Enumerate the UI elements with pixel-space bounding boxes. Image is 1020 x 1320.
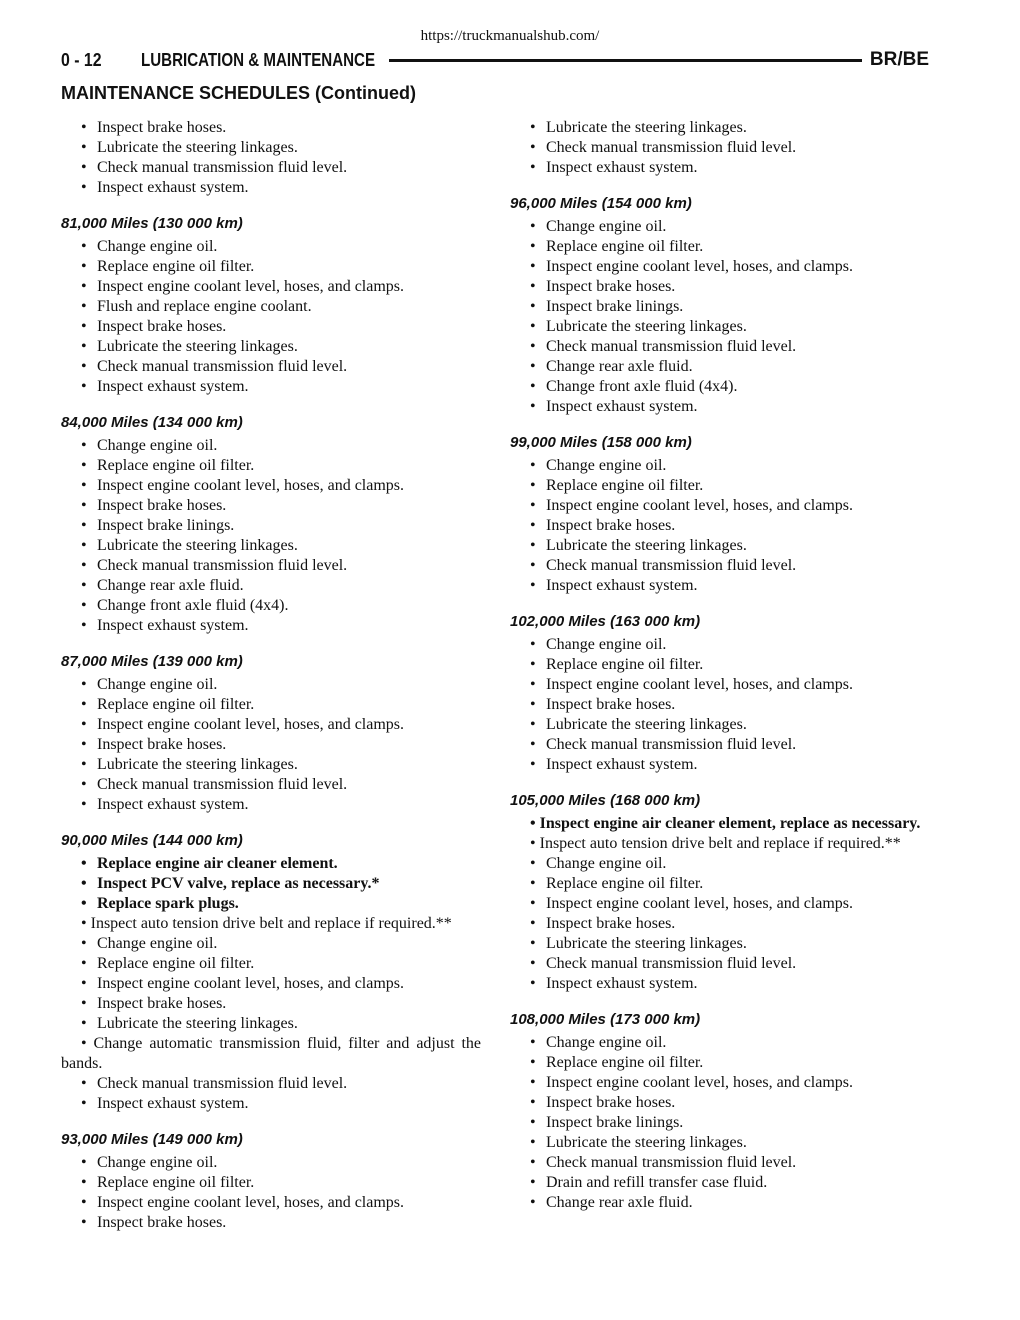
item-list (61, 675, 481, 815)
list-item: • Inspect engine coolant level, hoses, and clamps. (510, 257, 930, 277)
list-item: • Inspect exhaust system. (510, 755, 930, 775)
list-item: • Check manual transmission fluid level. (510, 735, 930, 755)
list-item: • Inspect brake hoses. (510, 516, 930, 536)
list-item: • Inspect exhaust system. (510, 576, 930, 596)
list-item: • Change engine oil. (510, 456, 930, 476)
list-item: • Replace engine oil filter. (510, 237, 930, 257)
list-item: • Inspect brake hoses. (510, 1093, 930, 1113)
list-item: • Lubricate the steering linkages. (61, 337, 481, 357)
list-item: • Inspect exhaust system. (61, 1094, 481, 1114)
list-item: • Inspect engine coolant level, hoses, and clamps. (61, 715, 481, 735)
list-item: • Lubricate the steering linkages. (510, 317, 930, 337)
list-item: • Check manual transmission fluid level. (510, 954, 930, 974)
item-list (510, 635, 930, 775)
list-item: • Inspect brake linings. (61, 516, 481, 536)
list-item: • Replace engine air cleaner element. (61, 854, 481, 874)
list-item: • Change rear axle fluid. (510, 1193, 930, 1213)
list-item: • Inspect brake hoses. (61, 1213, 481, 1233)
group-title: 90,000 Miles (144 000 km) (61, 832, 243, 849)
section-title: LUBRICATION & MAINTENANCE (141, 49, 376, 70)
list-item: • Inspect brake hoses. (510, 914, 930, 934)
list-item: • Lubricate the steering linkages. (510, 934, 930, 954)
list-item: • Replace engine oil filter. (510, 874, 930, 894)
item-list (61, 934, 481, 1034)
list-item: • Lubricate the steering linkages. (61, 138, 481, 158)
list-item: • Inspect engine coolant level, hoses, and clamps. (61, 476, 481, 496)
list-item: • Inspect exhaust system. (61, 178, 481, 198)
list-item: • Inspect exhaust system. (61, 377, 481, 397)
schedule-group-81k (61, 214, 481, 397)
list-item: • Replace engine oil filter. (61, 954, 481, 974)
group-title: 87,000 Miles (139 000 km) (61, 653, 243, 670)
list-item: • Check manual transmission fluid level. (61, 158, 481, 178)
list-item: • Inspect exhaust system. (510, 158, 930, 178)
group-title: 105,000 Miles (168 000 km) (510, 792, 701, 809)
list-item: • Check manual transmission fluid level. (61, 1074, 481, 1094)
list-item: • Inspect engine coolant level, hoses, and clamps. (510, 496, 930, 516)
schedule-group-87k (61, 652, 481, 815)
list-item: • Check manual transmission fluid level. (61, 357, 481, 377)
list-item: • Check manual transmission fluid level. (510, 556, 930, 576)
list-item: • Inspect brake linings. (510, 297, 930, 317)
model-code: BR/BE (869, 49, 929, 70)
list-item: • Change engine oil. (61, 675, 481, 695)
header-rule (389, 59, 862, 62)
list-item: • Inspect exhaust system. (61, 795, 481, 815)
list-item: • Inspect brake hoses. (61, 118, 481, 138)
item-list (510, 854, 930, 994)
list-item: • Inspect brake hoses. (510, 277, 930, 297)
group-title: 99,000 Miles (158 000 km) (510, 434, 692, 451)
list-item: • Flush and replace engine coolant. (61, 297, 481, 317)
list-item: • Change engine oil. (61, 934, 481, 954)
item-list (510, 217, 930, 417)
continued-list (61, 118, 481, 198)
list-item: • Check manual transmission fluid level. (61, 775, 481, 795)
list-item: • Change engine oil. (510, 1033, 930, 1053)
list-item: • Inspect brake hoses. (61, 735, 481, 755)
list-item: • Inspect brake hoses. (61, 496, 481, 516)
list-item: • Inspect exhaust system. (510, 397, 930, 417)
list-item: • Replace engine oil filter. (510, 655, 930, 675)
schedule-group-99k (510, 433, 930, 596)
list-item: • Drain and refill transfer case fluid. (510, 1173, 930, 1193)
group-title: 102,000 Miles (163 000 km) (510, 613, 701, 630)
page-number: 0 - 12 (61, 49, 102, 70)
list-item: • Lubricate the steering linkages. (61, 755, 481, 775)
list-item: • Lubricate the steering linkages. (510, 1133, 930, 1153)
list-item: • Change engine oil. (61, 1153, 481, 1173)
item-list (61, 436, 481, 636)
list-item: • Change engine oil. (61, 436, 481, 456)
schedule-group-90k (61, 831, 481, 1114)
list-item: • Inspect brake hoses. (61, 317, 481, 337)
drive-belt-note: • Inspect auto tension drive belt and replace if required.** (61, 914, 481, 934)
schedule-group-105k (510, 791, 930, 994)
list-item: • Replace engine oil filter. (510, 476, 930, 496)
list-item: • Lubricate the steering linkages. (510, 715, 930, 735)
list-item: • Check manual transmission fluid level. (510, 138, 930, 158)
list-item: • Replace engine oil filter. (61, 456, 481, 476)
schedule-group-102k (510, 612, 930, 775)
item-list (510, 1033, 930, 1213)
list-item: • Replace spark plugs. (61, 894, 481, 914)
list-item: • Inspect engine coolant level, hoses, and clamps. (510, 1073, 930, 1093)
item-list (61, 237, 481, 397)
schedule-group-108k (510, 1010, 930, 1213)
list-item: • Check manual transmission fluid level. (510, 1153, 930, 1173)
list-item: • Inspect engine coolant level, hoses, and clamps. (61, 1193, 481, 1213)
list-item: • Change rear axle fluid. (61, 576, 481, 596)
source-url: https://truckmanualshub.com/ (420, 28, 600, 44)
left-column (61, 118, 481, 1233)
page-header (61, 49, 929, 71)
group-title: 81,000 Miles (130 000 km) (61, 215, 243, 232)
continued-list (510, 118, 930, 178)
list-item: • Inspect PCV valve, replace as necessary.* (61, 874, 481, 894)
list-item: • Change engine oil. (510, 854, 930, 874)
schedule-group-96k (510, 194, 930, 417)
list-item: • Lubricate the steering linkages. (510, 536, 930, 556)
list-item: • Replace engine oil filter. (61, 257, 481, 277)
item-list (61, 1074, 481, 1114)
schedule-group-93k (61, 1130, 481, 1233)
list-item: • Inspect engine coolant level, hoses, and clamps. (510, 675, 930, 695)
list-item: • Inspect exhaust system. (61, 616, 481, 636)
list-item: • Change rear axle fluid. (510, 357, 930, 377)
list-item: • Check manual transmission fluid level. (61, 556, 481, 576)
list-item: • Lubricate the steering linkages. (61, 536, 481, 556)
group-title: 84,000 Miles (134 000 km) (61, 414, 243, 431)
list-item: • Inspect engine coolant level, hoses, and clamps. (510, 894, 930, 914)
list-item: • Replace engine oil filter. (61, 1173, 481, 1193)
group-title: 108,000 Miles (173 000 km) (510, 1011, 701, 1028)
list-item: • Inspect engine coolant level, hoses, and clamps. (61, 974, 481, 994)
group-title: 96,000 Miles (154 000 km) (510, 195, 692, 212)
list-item: • Inspect brake hoses. (61, 994, 481, 1014)
list-item: • Inspect brake linings. (510, 1113, 930, 1133)
bold-item-list (61, 854, 481, 914)
list-item: • Lubricate the steering linkages. (510, 118, 930, 138)
item-list (510, 456, 930, 596)
list-item: • Change front axle fluid (4x4). (61, 596, 481, 616)
group-title: 93,000 Miles (149 000 km) (61, 1131, 243, 1148)
right-column (510, 118, 930, 1213)
list-item: • Replace engine oil filter. (510, 1053, 930, 1073)
list-item: • Inspect brake hoses. (510, 695, 930, 715)
list-item: • Inspect engine coolant level, hoses, and clamps. (61, 277, 481, 297)
item-list (61, 1153, 481, 1233)
list-item: • Lubricate the steering linkages. (61, 1014, 481, 1034)
drive-belt-note: • Inspect auto tension drive belt and replace if required.** (510, 834, 930, 854)
list-item: • Replace engine oil filter. (61, 695, 481, 715)
list-item: • Change front axle fluid (4x4). (510, 377, 930, 397)
page-heading: MAINTENANCE SCHEDULES (Continued) (61, 83, 416, 103)
list-item: • Change engine oil. (61, 237, 481, 257)
list-item: • Change engine oil. (510, 635, 930, 655)
schedule-group-84k (61, 413, 481, 636)
list-item: • Inspect exhaust system. (510, 974, 930, 994)
list-item: • Check manual transmission fluid level. (510, 337, 930, 357)
list-item: • Change engine oil. (510, 217, 930, 237)
auto-trans-note: • Change automatic transmission fluid, filter and adjust the bands. (61, 1034, 481, 1074)
air-cleaner-note: • Inspect engine air cleaner element, replace as necessary. (510, 814, 930, 834)
